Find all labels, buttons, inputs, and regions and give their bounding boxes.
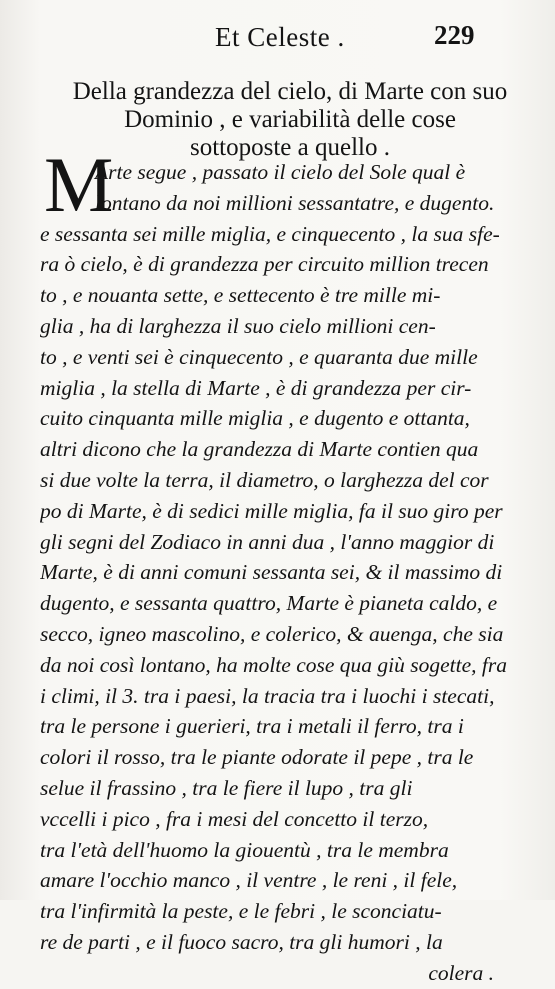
heading-line: Dominio , e variabilità delle cose: [124, 106, 456, 133]
running-title: Et Celeste .: [215, 22, 345, 52]
text-line: lontano da noi millioni sessantatre, e dugento.: [95, 190, 495, 215]
text-line: selue il frassino , tra le fiere il lupo , tra gli: [40, 775, 413, 800]
text-line: Arte segue , passato il cielo del Sole qual è: [95, 160, 466, 184]
text-line: amare l'occhio manco , il ventre , le reni , il fele,: [40, 868, 458, 893]
text-line: to , e nouanta sette, e settecento è tre mille mi-: [40, 283, 441, 308]
text-line: tra l'età dell'huomo la giouentù , tra le membra: [40, 837, 449, 862]
text-line: secco, igneo mascolino, e colerico, & auenga, che sia: [40, 621, 504, 646]
text-line: altri dicono che la grandezza di Marte contien qua: [40, 437, 479, 462]
text-line: vccelli i pico , fra i mesi del concetto il terzo,: [40, 806, 429, 831]
text-line: e sessanta sei mille miglia, e cinquecento , la sua sfe-: [40, 221, 500, 246]
text-line: re de parti , e il fuoco sacro, tra gli humori , la: [40, 929, 443, 954]
text-line: colori il rosso, tra le piante odorate il pepe , tra le: [40, 745, 474, 770]
text-line: si due volte la terra, il diametro, o larghezza del cor: [40, 467, 489, 492]
text-line: i climi, il 3. tra i paesi, la tracia tra i luochi i stecati,: [40, 683, 495, 708]
text-line: colera .: [428, 960, 494, 985]
text-line: tra l'infirmità la peste, e le febri , le sconciatu-: [40, 899, 442, 924]
chapter-heading: [60, 78, 520, 162]
text-line: tra le persone i guerieri, tra i metali il ferro, tra i: [40, 714, 464, 739]
page-number: 229: [434, 20, 475, 50]
body-text: [40, 157, 518, 989]
text-line: dugento, e sessanta quattro, Marte è pianeta caldo, e: [40, 591, 498, 616]
drop-cap: M: [44, 141, 114, 228]
text-line: ra ò cielo, è di grandezza per circuito million trecen: [40, 252, 489, 277]
text-line: to , e venti sei è cinquecento , e quaranta due mille: [40, 344, 478, 369]
text-line: da noi così lontano, ha molte cose qua giù sogette, fra: [40, 652, 507, 677]
text-line: gli segni del Zodiaco in anni dua , l'anno maggior di: [40, 529, 495, 554]
heading-line: Della grandezza del cielo, di Marte con suo: [72, 78, 508, 105]
text-line: miglia , la stella di Marte , è di grandezza per cir-: [40, 375, 472, 400]
text-line: glia , ha di larghezza il suo cielo millioni cen-: [40, 313, 436, 338]
text-line: po di Marte, è di sedici mille miglia, fa il suo giro per: [40, 498, 503, 523]
heading-line: sottoposte a quello .: [190, 134, 390, 161]
running-head: [0, 18, 555, 58]
text-line: cuito cinquanta mille miglia , e dugento e ottanta,: [40, 406, 470, 431]
text-line: Marte, è di anni comuni sessanta sei, & il massimo di: [40, 560, 503, 585]
